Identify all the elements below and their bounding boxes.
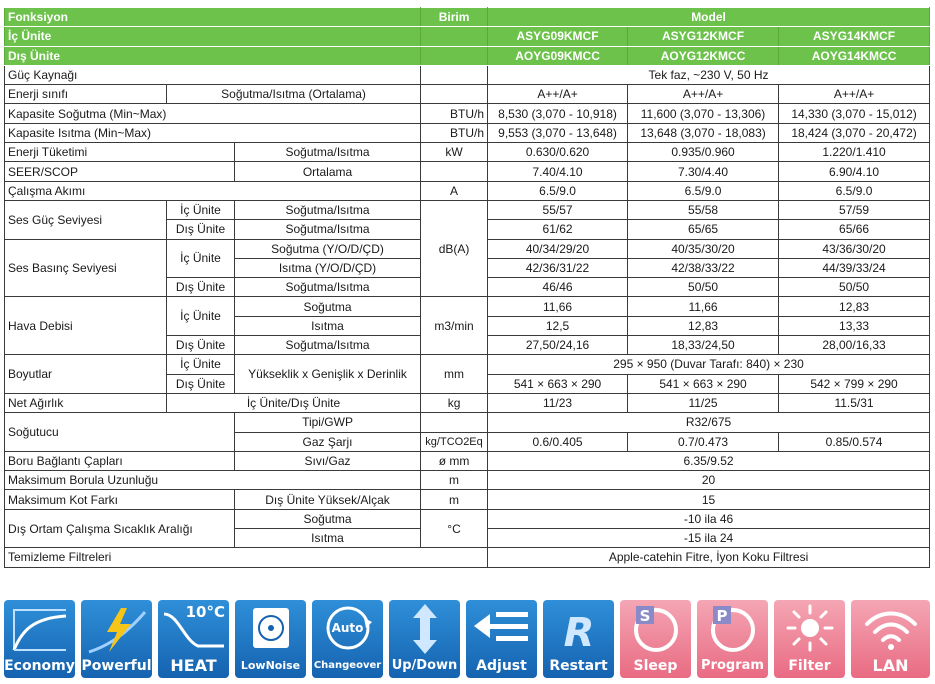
feature-program [697, 600, 768, 678]
heat-temp: 10°C [185, 603, 225, 621]
row-sublabel: Yükseklik x Genişlik x Derinlik [235, 355, 421, 394]
unit-group-label: Dış Ünite [167, 278, 235, 297]
cell-value: 40/35/30/20 [628, 239, 779, 258]
cell-value: 295 × 950 (Duvar Tarafı: 840) × 230 [488, 355, 930, 374]
ic-unite-header: İç Ünite [5, 27, 421, 46]
row-label: Ses Basınç Seviyesi [5, 239, 167, 297]
unit-cell: kg/TCO2Eq [421, 432, 488, 451]
cell-value: Apple-catehin Fitre, İyon Koku Filtresi [488, 548, 930, 567]
cell-value: 541 × 663 × 290 [628, 374, 779, 393]
table-row [5, 143, 930, 162]
restart-r-icon [543, 600, 614, 660]
feature-label: LowNoise [240, 659, 301, 672]
row-sublabel: Isıtma [235, 316, 421, 335]
row-label: Dış Ortam Çalışma Sıcaklık Aralığı [5, 509, 235, 548]
row-sublabel: Sıvı/Gaz [235, 451, 421, 470]
unit-group-label: İç Ünite [167, 297, 235, 336]
row-sublabel: Tipi/GWP [235, 413, 421, 432]
cell-value: 61/62 [488, 220, 628, 239]
cell-value: -15 ila 24 [488, 529, 930, 548]
unit-group-label: Dış Ünite [167, 374, 235, 393]
table-row [5, 451, 930, 470]
wifi-icon [851, 600, 930, 660]
table-row [5, 471, 930, 490]
feature-adjust [466, 600, 537, 678]
spec-table [4, 7, 930, 568]
cell-value: 55/57 [488, 200, 628, 219]
unit-cell: dB(A) [421, 200, 488, 296]
row-label: Hava Debisi [5, 297, 167, 355]
unit-cell: m3/min [421, 297, 488, 355]
cell-value: 12,83 [628, 316, 779, 335]
cell-value: 57/59 [779, 200, 930, 219]
feature-label: Powerful [81, 658, 152, 674]
cell-value: A++/A+ [488, 85, 628, 104]
unit-cell: kW [421, 143, 488, 162]
cell-value: 20 [488, 471, 930, 490]
cell-value: 27,50/24,16 [488, 336, 628, 355]
row-sublabel: Soğutma/Isıtma [235, 278, 421, 297]
table-row [5, 297, 930, 316]
feature-heat [158, 600, 229, 678]
row-sublabel: Dış Ünite Yüksek/Alçak [235, 490, 421, 509]
cell-value: 50/50 [779, 278, 930, 297]
row-sublabel: Soğutma/Isıtma [235, 220, 421, 239]
cell-value: A++/A+ [779, 85, 930, 104]
row-label: Enerji sınıfı [5, 85, 167, 104]
dis-model: AOYG09KMCC [488, 46, 628, 65]
cell-value: Tek faz, ~230 V, 50 Hz [488, 65, 930, 84]
cell-value: 12,5 [488, 316, 628, 335]
cell-value: 18,424 (3,070 - 20,472) [779, 123, 930, 142]
ic-unite-header-row [5, 27, 930, 46]
table-row [5, 85, 930, 104]
unit-group-label: İç Ünite [167, 200, 235, 219]
feature-icons-strip [4, 600, 930, 678]
cell-value: 55/58 [628, 200, 779, 219]
unit-cell: ø mm [421, 451, 488, 470]
dis-unite-header: Dış Ünite [5, 46, 421, 65]
cell-value: 7.30/4.40 [628, 162, 779, 181]
row-label: Enerji Tüketimi [5, 143, 235, 162]
unit-cell: kg [421, 393, 488, 412]
cell-value: -10 ila 46 [488, 509, 930, 528]
cell-value: 42/38/33/22 [628, 258, 779, 277]
row-label: Çalışma Akımı [5, 181, 421, 200]
cell-value: R32/675 [488, 413, 930, 432]
row-label: Temizleme Filtreleri [5, 548, 488, 567]
cell-value: 28,00/16,33 [779, 336, 930, 355]
row-sublabel: Isıtma (Y/O/D/ÇD) [235, 258, 421, 277]
feature-low-noise [235, 600, 306, 678]
feature-label: Restart [549, 658, 608, 674]
unit-cell: mm [421, 355, 488, 394]
cell-value: A++/A+ [628, 85, 779, 104]
cell-value: 542 × 799 × 290 [779, 374, 930, 393]
dis-unite-header-row [5, 46, 930, 65]
feature-up-down [389, 600, 460, 678]
unit-cell: BTU/h [421, 104, 488, 123]
unit-group-label: İç Ünite [167, 239, 235, 278]
row-sublabel: Soğutma/Isıtma [235, 336, 421, 355]
feature-label: LAN [872, 656, 909, 675]
ic-model: ASYG12KMCF [628, 27, 779, 46]
model-header: Model [488, 8, 930, 27]
filter-sun-icon [774, 600, 845, 660]
feature-lan [851, 600, 930, 678]
cell-value: 11/23 [488, 393, 628, 412]
feature-powerful [81, 600, 152, 678]
table-row [5, 65, 930, 84]
table-row [5, 123, 930, 142]
table-row [5, 393, 930, 412]
cell-value: 12,83 [779, 297, 930, 316]
cell-value: 1.220/1.410 [779, 143, 930, 162]
cell-value: 6.35/9.52 [488, 451, 930, 470]
feature-label: HEAT [170, 656, 217, 675]
ic-model: ASYG14KMCF [779, 27, 930, 46]
cell-value: 6.5/9.0 [488, 181, 628, 200]
table-row [5, 200, 930, 219]
table-row [5, 162, 930, 181]
row-sublabel: Soğutma/Isıtma (Ortalama) [167, 85, 421, 104]
auto-label: Auto [331, 621, 364, 635]
feature-label: Filter [788, 658, 831, 674]
cell-value: 0.935/0.960 [628, 143, 779, 162]
row-sublabel: Ortalama [235, 162, 421, 181]
cell-value: 0.7/0.473 [628, 432, 779, 451]
outdoor-unit-icon [235, 600, 306, 660]
program-p-icon [697, 600, 768, 660]
table-row [5, 104, 930, 123]
row-sublabel: Soğutma/Isıtma [235, 143, 421, 162]
row-sublabel: Soğutma [235, 297, 421, 316]
cell-value: 14,330 (3,070 - 15,012) [779, 104, 930, 123]
economy-curve-icon [4, 600, 75, 660]
cell-value: 13,648 (3,070 - 18,083) [628, 123, 779, 142]
birim-header: Birim [421, 8, 488, 27]
row-label: Kapasite Soğutma (Min~Max) [5, 104, 421, 123]
row-label: Soğutucu [5, 413, 235, 452]
feature-label: Up/Down [391, 658, 458, 673]
cell-value: 0.6/0.405 [488, 432, 628, 451]
svg-text:P: P [716, 607, 728, 625]
row-label: Maksimum Borula Uzunluğu [5, 471, 421, 490]
row-label: Net Ağırlık [5, 393, 167, 412]
feature-restart [543, 600, 614, 678]
unit-cell: A [421, 181, 488, 200]
row-label: Maksimum Kot Farkı [5, 490, 235, 509]
fonksiyon-header: Fonksiyon [5, 8, 421, 27]
cell-value: 11/25 [628, 393, 779, 412]
row-sublabel: Soğutma/Isıtma [235, 200, 421, 219]
cell-value: 43/36/30/20 [779, 239, 930, 258]
table-row [5, 548, 930, 567]
row-label: Kapasite Isıtma (Min~Max) [5, 123, 421, 142]
ic-model: ASYG09KMCF [488, 27, 628, 46]
cell-value: 6.90/4.10 [779, 162, 930, 181]
cell-value: 6.5/9.0 [779, 181, 930, 200]
unit-group-label: İç Ünite [167, 355, 235, 374]
row-sublabel: İç Ünite/Dış Ünite [167, 393, 421, 412]
row-sublabel: Gaz Şarjı [235, 432, 421, 451]
table-row [5, 413, 930, 432]
row-sublabel: Soğutma (Y/O/D/ÇD) [235, 239, 421, 258]
feature-label: Economy [4, 658, 75, 674]
row-label: Boyutlar [5, 355, 167, 394]
cell-value: 6.5/9.0 [628, 181, 779, 200]
cell-value: 8,530 (3,070 - 10,918) [488, 104, 628, 123]
row-label: Ses Güç Seviyesi [5, 200, 167, 239]
unit-cell: m [421, 471, 488, 490]
cell-value: 11.5/31 [779, 393, 930, 412]
feature-filter [774, 600, 845, 678]
svg-text:S: S [639, 607, 651, 625]
header-row [5, 8, 930, 27]
cell-value: 65/65 [628, 220, 779, 239]
cell-value: 541 × 663 × 290 [488, 374, 628, 393]
cell-value: 42/36/31/22 [488, 258, 628, 277]
row-sublabel: Isıtma [235, 529, 421, 548]
lightning-icon [81, 600, 152, 660]
sleep-s-icon [620, 600, 691, 660]
row-label: Boru Bağlantı Çapları [5, 451, 235, 470]
up-down-arrow-icon [389, 600, 460, 660]
row-label: Güç Kaynağı [5, 65, 421, 84]
cell-value: 13,33 [779, 316, 930, 335]
feature-label: Adjust [476, 658, 527, 674]
dis-model: AOYG12KMCC [628, 46, 779, 65]
table-row [5, 181, 930, 200]
cell-value: 18,33/24,50 [628, 336, 779, 355]
adjust-arrows-icon [466, 600, 537, 660]
cell-value: 46/46 [488, 278, 628, 297]
cell-value: 11,66 [488, 297, 628, 316]
cell-value: 40/34/29/20 [488, 239, 628, 258]
unit-cell: m [421, 490, 488, 509]
cell-value: 44/39/33/24 [779, 258, 930, 277]
table-row [5, 509, 930, 528]
feature-auto-changeover [312, 600, 383, 678]
cell-value: 11,66 [628, 297, 779, 316]
cell-value: 0.630/0.620 [488, 143, 628, 162]
cell-value: 15 [488, 490, 930, 509]
unit-cell: BTU/h [421, 123, 488, 142]
cell-value: 11,600 (3,070 - 13,306) [628, 104, 779, 123]
cell-value: 65/66 [779, 220, 930, 239]
feature-economy [4, 600, 75, 678]
feature-label: Sleep [633, 658, 678, 674]
unit-cell: °C [421, 509, 488, 548]
dis-model: AOYG14KMCC [779, 46, 930, 65]
feature-label: Changeover [313, 660, 382, 671]
table-row [5, 490, 930, 509]
row-label: SEER/SCOP [5, 162, 235, 181]
feature-label: Program [701, 658, 764, 673]
cell-value: 50/50 [628, 278, 779, 297]
feature-sleep [620, 600, 691, 678]
table-row [5, 355, 930, 374]
cell-value: 9,553 (3,070 - 13,648) [488, 123, 628, 142]
row-sublabel: Soğutma [235, 509, 421, 528]
cell-value: 0.85/0.574 [779, 432, 930, 451]
unit-group-label: Dış Ünite [167, 220, 235, 239]
svg-text:R: R [563, 610, 595, 656]
cell-value: 7.40/4.10 [488, 162, 628, 181]
unit-group-label: Dış Ünite [167, 336, 235, 355]
